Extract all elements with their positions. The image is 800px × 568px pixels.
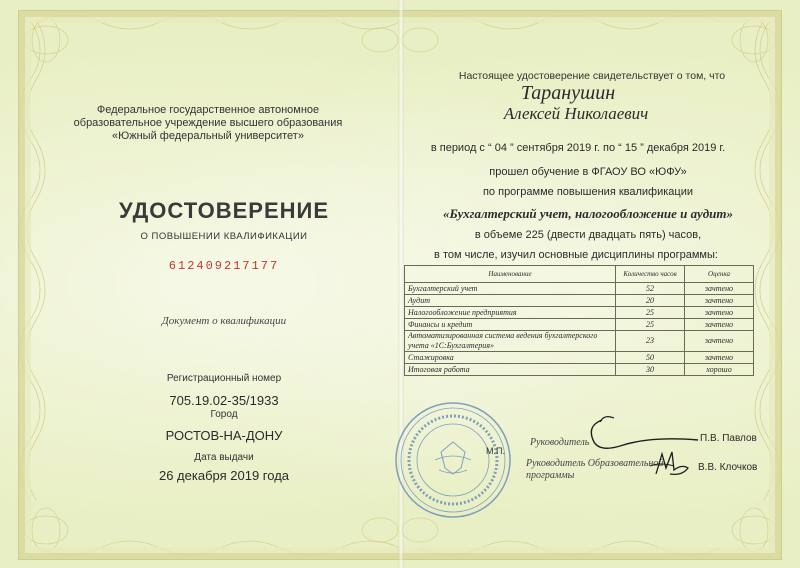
program-head-label-2: программы: [526, 470, 575, 481]
discipline-name: Стажировка: [405, 352, 616, 364]
program-head-name: В.В. Клочков: [698, 462, 758, 473]
training-period: в период с “ 04 ” сентября 2019 г. по “ 15 ” декабря 2019 г.: [430, 142, 726, 154]
official-seal-icon: [393, 400, 513, 520]
discipline-name: Итоговая работа: [405, 364, 616, 376]
discipline-grade: зачтено: [685, 295, 754, 307]
program-label: по программе повышения квалификации: [482, 186, 694, 198]
city-label: Город: [210, 409, 238, 420]
holder-name: Алексей Николаевич: [503, 104, 649, 123]
disciplines-intro: в том числе, изучил основные дисциплины программы:: [434, 249, 718, 261]
program-head-signature-icon: [646, 446, 706, 480]
discipline-grade: зачтено: [685, 331, 754, 352]
issue-date: 26 декабря 2019 года: [158, 468, 290, 483]
institution-line-3: «Южный федеральный университет»: [112, 130, 304, 142]
table-row: [405, 295, 754, 307]
institution-line-1: Федеральное государственное автономное: [96, 104, 320, 116]
city-value: РОСТОВ-НА-ДОНУ: [165, 428, 283, 443]
discipline-grade: зачтено: [685, 319, 754, 331]
table-row: [405, 319, 754, 331]
discipline-hours: 52: [616, 283, 685, 295]
discipline-name: Налогообложение предприятия: [405, 307, 616, 319]
table-row: [405, 307, 754, 319]
discipline-name: Бухгалтерский учет: [405, 283, 616, 295]
table-row: [405, 364, 754, 376]
program-head-label-1: Руководитель Образовательной: [526, 458, 664, 469]
stamp-mark: М.П.: [486, 446, 505, 456]
certificate-title: УДОСТОВЕРЕНИЕ: [119, 198, 329, 223]
certificate-subtitle: О ПОВЫШЕНИИ КВАЛИФИКАЦИИ: [140, 231, 308, 242]
discipline-grade: зачтено: [685, 283, 754, 295]
discipline-grade: зачтено: [685, 307, 754, 319]
disciplines-table: [404, 265, 754, 376]
serial-number: 612409217177: [168, 259, 280, 273]
registration-label: Регистрационный номер: [166, 373, 282, 384]
discipline-grade: зачтено: [685, 352, 754, 364]
table-row: [405, 331, 754, 352]
header-grade: Оценка: [685, 266, 754, 283]
institution-line-2: образовательное учреждение высшего образования: [73, 117, 343, 129]
trained-at: прошел обучение в ФГАОУ ВО «ЮФУ»: [489, 166, 687, 178]
header-discipline: Наименование: [405, 266, 616, 283]
registration-number: 705.19.02-35/1933: [169, 393, 279, 408]
discipline-hours: 50: [616, 352, 685, 364]
document-type: Документ о квалификации: [161, 315, 287, 327]
discipline-hours: 20: [616, 295, 685, 307]
discipline-name: Аудит: [405, 295, 616, 307]
table-row: [405, 352, 754, 364]
discipline-hours: 25: [616, 319, 685, 331]
discipline-hours: 25: [616, 307, 685, 319]
program-name: «Бухгалтерский учет, налогообложение и аудит»: [442, 206, 734, 221]
holder-surname: Таранушин: [520, 82, 616, 104]
head-name: П.В. Павлов: [700, 433, 757, 444]
table-row: [405, 283, 754, 295]
header-hours: Количество часов: [616, 266, 685, 283]
discipline-hours: 30: [616, 364, 685, 376]
program-volume: в объеме 225 (двести двадцать пять) часов,: [474, 229, 702, 241]
head-label: Руководитель: [530, 437, 590, 448]
discipline-grade: хорошо: [685, 364, 754, 376]
table-header-row: [405, 266, 754, 283]
discipline-name: Финансы и кредит: [405, 319, 616, 331]
issue-date-label: Дата выдачи: [194, 452, 254, 463]
discipline-name: Автоматизированная система ведения бухгалтерского учета «1С:Бухгалтерия»: [405, 331, 616, 352]
discipline-hours: 23: [616, 331, 685, 352]
intro-text: Настоящее удостоверение свидетельствует о том, что: [458, 70, 726, 82]
